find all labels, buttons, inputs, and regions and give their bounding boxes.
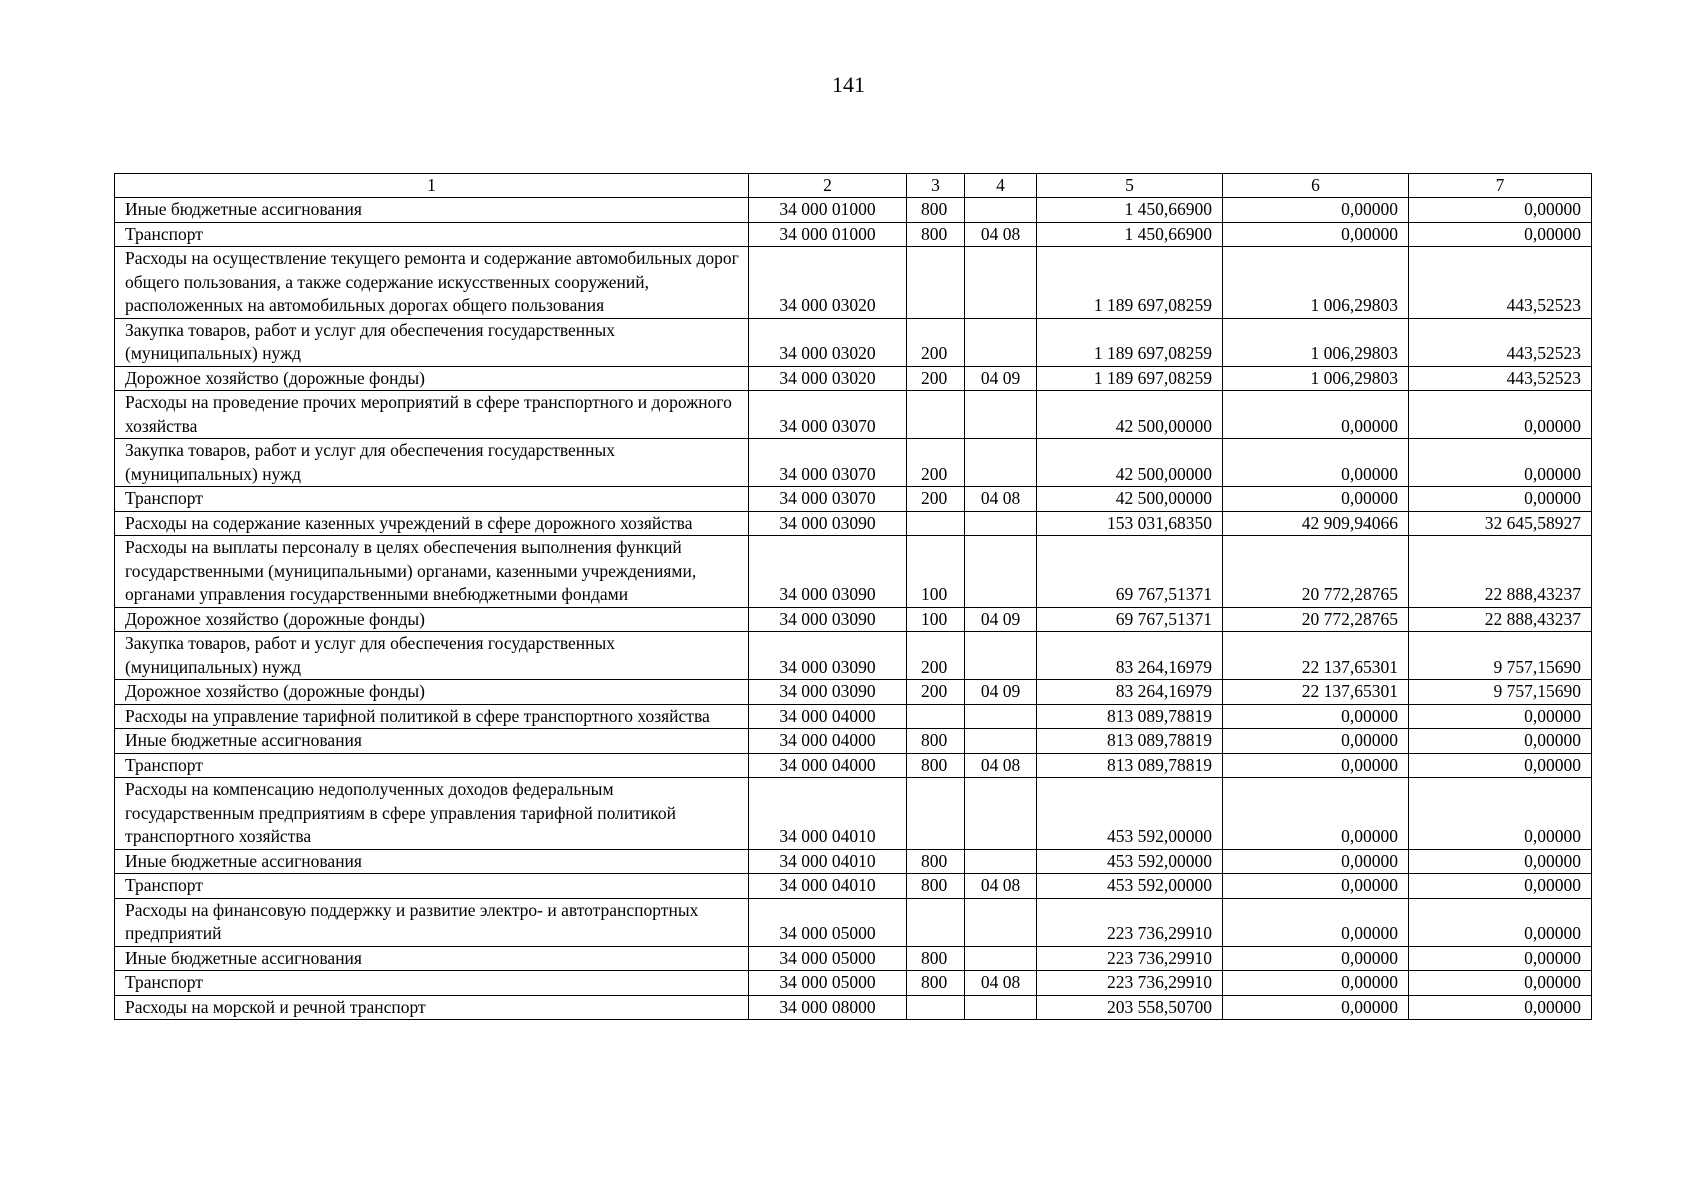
- row-target-code: 34 000 04000: [749, 704, 907, 729]
- row-amount-col7: 0,00000: [1409, 222, 1592, 247]
- row-expense-type: 800: [907, 753, 965, 778]
- row-amount-col6: 0,00000: [1223, 753, 1409, 778]
- table-row: [115, 946, 1592, 971]
- row-amount-col6: 0,00000: [1223, 778, 1409, 850]
- row-section-code: 04 09: [965, 680, 1037, 705]
- row-amount-col6: 0,00000: [1223, 222, 1409, 247]
- row-amount-col5: 203 558,50700: [1037, 995, 1223, 1020]
- row-section-code: 04 09: [965, 366, 1037, 391]
- table-row: [115, 391, 1592, 439]
- row-amount-col6: 20 772,28765: [1223, 607, 1409, 632]
- row-description: Закупка товаров, работ и услуг для обеспечения государственных (муниципальных) нужд: [115, 318, 749, 366]
- row-amount-col7: 32 645,58927: [1409, 511, 1592, 536]
- row-description: Дорожное хозяйство (дорожные фонды): [115, 366, 749, 391]
- table-row: [115, 607, 1592, 632]
- row-target-code: 34 000 04010: [749, 874, 907, 899]
- row-target-code: 34 000 05000: [749, 898, 907, 946]
- row-expense-type: 800: [907, 729, 965, 754]
- row-target-code: 34 000 05000: [749, 971, 907, 996]
- row-target-code: 34 000 08000: [749, 995, 907, 1020]
- row-expense-type: 800: [907, 222, 965, 247]
- row-expense-type: 100: [907, 607, 965, 632]
- row-amount-col5: 223 736,29910: [1037, 898, 1223, 946]
- row-target-code: 34 000 03020: [749, 318, 907, 366]
- row-amount-col7: 9 757,15690: [1409, 632, 1592, 680]
- row-section-code: [965, 778, 1037, 850]
- row-section-code: 04 08: [965, 222, 1037, 247]
- column-header: 7: [1409, 174, 1592, 198]
- row-amount-col6: 0,00000: [1223, 898, 1409, 946]
- row-amount-col6: 1 006,29803: [1223, 318, 1409, 366]
- row-section-code: [965, 704, 1037, 729]
- row-amount-col7: 0,00000: [1409, 729, 1592, 754]
- row-amount-col6: 0,00000: [1223, 704, 1409, 729]
- row-amount-col7: 0,00000: [1409, 971, 1592, 996]
- row-description: Расходы на осуществление текущего ремонта и содержание автомобильных дорог общего пользования, а также содержание искусственных сооружений, расположенных на автомобильных дорогах общего пользования: [115, 247, 749, 319]
- row-amount-col5: 453 592,00000: [1037, 778, 1223, 850]
- page-number: 141: [832, 72, 865, 97]
- row-description: Иные бюджетные ассигнования: [115, 946, 749, 971]
- table-row: [115, 198, 1592, 223]
- row-description: Транспорт: [115, 874, 749, 899]
- column-header: 3: [907, 174, 965, 198]
- row-description: Расходы на выплаты персоналу в целях обеспечения выполнения функций государственными (муниципальными) органами, казенными учреждениями, органами управления государственными внебюджетными фондами: [115, 536, 749, 608]
- row-section-code: 04 08: [965, 874, 1037, 899]
- row-section-code: [965, 391, 1037, 439]
- row-expense-type: 100: [907, 536, 965, 608]
- column-header: 5: [1037, 174, 1223, 198]
- row-description: Иные бюджетные ассигнования: [115, 729, 749, 754]
- row-amount-col5: 1 189 697,08259: [1037, 366, 1223, 391]
- row-expense-type: 200: [907, 632, 965, 680]
- row-amount-col7: 0,00000: [1409, 704, 1592, 729]
- row-section-code: 04 09: [965, 607, 1037, 632]
- row-target-code: 34 000 01000: [749, 222, 907, 247]
- table-row: [115, 753, 1592, 778]
- row-amount-col6: 0,00000: [1223, 849, 1409, 874]
- row-target-code: 34 000 03070: [749, 391, 907, 439]
- row-amount-col5: 83 264,16979: [1037, 632, 1223, 680]
- row-amount-col7: 0,00000: [1409, 874, 1592, 899]
- row-amount-col6: 0,00000: [1223, 391, 1409, 439]
- table-row: [115, 971, 1592, 996]
- row-target-code: 34 000 03090: [749, 607, 907, 632]
- table-row: [115, 995, 1592, 1020]
- row-expense-type: 200: [907, 439, 965, 487]
- row-description: Расходы на управление тарифной политикой в сфере транспортного хозяйства: [115, 704, 749, 729]
- table-row: [115, 511, 1592, 536]
- row-amount-col7: 0,00000: [1409, 898, 1592, 946]
- row-section-code: [965, 849, 1037, 874]
- row-amount-col7: 0,00000: [1409, 487, 1592, 512]
- row-section-code: [965, 729, 1037, 754]
- row-target-code: 34 000 03020: [749, 366, 907, 391]
- row-target-code: 34 000 01000: [749, 198, 907, 223]
- row-section-code: 04 08: [965, 487, 1037, 512]
- row-description: Расходы на проведение прочих мероприятий в сфере транспортного и дорожного хозяйства: [115, 391, 749, 439]
- row-expense-type: 800: [907, 198, 965, 223]
- row-amount-col5: 453 592,00000: [1037, 874, 1223, 899]
- table-body: [115, 198, 1592, 1020]
- row-description: Расходы на содержание казенных учреждений в сфере дорожного хозяйства: [115, 511, 749, 536]
- row-expense-type: 200: [907, 366, 965, 391]
- table-row: [115, 487, 1592, 512]
- table-row: [115, 247, 1592, 319]
- row-target-code: 34 000 04010: [749, 849, 907, 874]
- row-target-code: 34 000 03090: [749, 632, 907, 680]
- row-section-code: [965, 536, 1037, 608]
- row-amount-col7: 0,00000: [1409, 995, 1592, 1020]
- row-target-code: 34 000 04000: [749, 753, 907, 778]
- row-amount-col5: 1 189 697,08259: [1037, 247, 1223, 319]
- table-row: [115, 849, 1592, 874]
- column-header: 4: [965, 174, 1037, 198]
- column-header: 6: [1223, 174, 1409, 198]
- row-amount-col6: 0,00000: [1223, 995, 1409, 1020]
- table-row: [115, 778, 1592, 850]
- row-expense-type: [907, 995, 965, 1020]
- row-expense-type: [907, 778, 965, 850]
- row-amount-col6: 22 137,65301: [1223, 680, 1409, 705]
- row-section-code: [965, 995, 1037, 1020]
- table-row: [115, 874, 1592, 899]
- row-section-code: [965, 247, 1037, 319]
- row-amount-col5: 813 089,78819: [1037, 704, 1223, 729]
- row-amount-col6: 0,00000: [1223, 439, 1409, 487]
- row-amount-col7: 22 888,43237: [1409, 536, 1592, 608]
- row-expense-type: [907, 391, 965, 439]
- row-expense-type: 200: [907, 487, 965, 512]
- row-description: Транспорт: [115, 753, 749, 778]
- row-section-code: 04 08: [965, 971, 1037, 996]
- row-amount-col5: 223 736,29910: [1037, 971, 1223, 996]
- row-description: Закупка товаров, работ и услуг для обеспечения государственных (муниципальных) нужд: [115, 632, 749, 680]
- row-target-code: 34 000 04000: [749, 729, 907, 754]
- row-section-code: [965, 439, 1037, 487]
- row-description: Расходы на финансовую поддержку и развитие электро- и автотранспортных предприятий: [115, 898, 749, 946]
- table-row: [115, 222, 1592, 247]
- row-section-code: [965, 198, 1037, 223]
- row-description: Расходы на морской и речной транспорт: [115, 995, 749, 1020]
- row-section-code: [965, 632, 1037, 680]
- row-amount-col5: 69 767,51371: [1037, 536, 1223, 608]
- table-row: [115, 632, 1592, 680]
- row-amount-col6: 0,00000: [1223, 198, 1409, 223]
- row-description: Транспорт: [115, 222, 749, 247]
- table-row: [115, 729, 1592, 754]
- row-expense-type: 800: [907, 849, 965, 874]
- row-amount-col6: 0,00000: [1223, 729, 1409, 754]
- row-amount-col7: 443,52523: [1409, 247, 1592, 319]
- row-section-code: 04 08: [965, 753, 1037, 778]
- row-amount-col5: 1 450,66900: [1037, 198, 1223, 223]
- row-amount-col7: 0,00000: [1409, 849, 1592, 874]
- row-description: Иные бюджетные ассигнования: [115, 198, 749, 223]
- row-target-code: 34 000 03090: [749, 680, 907, 705]
- row-amount-col5: 69 767,51371: [1037, 607, 1223, 632]
- row-expense-type: 200: [907, 318, 965, 366]
- table-row: [115, 898, 1592, 946]
- row-target-code: 34 000 03090: [749, 511, 907, 536]
- row-amount-col5: 42 500,00000: [1037, 439, 1223, 487]
- row-target-code: 34 000 03090: [749, 536, 907, 608]
- row-target-code: 34 000 03070: [749, 487, 907, 512]
- row-amount-col5: 223 736,29910: [1037, 946, 1223, 971]
- row-amount-col7: 0,00000: [1409, 753, 1592, 778]
- row-description: Расходы на компенсацию недополученных доходов федеральным государственным предприятиям в сфере управления тарифной политикой транспортного хозяйства: [115, 778, 749, 850]
- row-section-code: [965, 511, 1037, 536]
- header-row: [115, 174, 1592, 198]
- row-expense-type: 800: [907, 946, 965, 971]
- table-row: [115, 366, 1592, 391]
- table-row: [115, 318, 1592, 366]
- row-amount-col7: 22 888,43237: [1409, 607, 1592, 632]
- row-amount-col6: 0,00000: [1223, 874, 1409, 899]
- row-description: Дорожное хозяйство (дорожные фонды): [115, 680, 749, 705]
- table-row: [115, 536, 1592, 608]
- row-amount-col5: 42 500,00000: [1037, 487, 1223, 512]
- row-amount-col6: 0,00000: [1223, 946, 1409, 971]
- row-description: Иные бюджетные ассигнования: [115, 849, 749, 874]
- row-expense-type: 800: [907, 971, 965, 996]
- row-description: Транспорт: [115, 487, 749, 512]
- row-amount-col7: 443,52523: [1409, 366, 1592, 391]
- row-description: Закупка товаров, работ и услуг для обеспечения государственных (муниципальных) нужд: [115, 439, 749, 487]
- row-amount-col5: 83 264,16979: [1037, 680, 1223, 705]
- row-amount-col5: 1 450,66900: [1037, 222, 1223, 247]
- row-amount-col6: 42 909,94066: [1223, 511, 1409, 536]
- row-amount-col6: 22 137,65301: [1223, 632, 1409, 680]
- row-expense-type: [907, 898, 965, 946]
- table-row: [115, 680, 1592, 705]
- row-description: Транспорт: [115, 971, 749, 996]
- column-header: 2: [749, 174, 907, 198]
- row-amount-col5: 813 089,78819: [1037, 753, 1223, 778]
- row-target-code: 34 000 05000: [749, 946, 907, 971]
- row-amount-col6: 0,00000: [1223, 971, 1409, 996]
- row-expense-type: [907, 704, 965, 729]
- row-amount-col7: 0,00000: [1409, 391, 1592, 439]
- row-target-code: 34 000 03020: [749, 247, 907, 319]
- row-amount-col7: 0,00000: [1409, 198, 1592, 223]
- row-amount-col6: 20 772,28765: [1223, 536, 1409, 608]
- column-header: 1: [115, 174, 749, 198]
- row-amount-col5: 42 500,00000: [1037, 391, 1223, 439]
- row-amount-col7: 0,00000: [1409, 439, 1592, 487]
- row-amount-col7: 443,52523: [1409, 318, 1592, 366]
- table-row: [115, 704, 1592, 729]
- row-amount-col7: 0,00000: [1409, 778, 1592, 850]
- row-expense-type: 800: [907, 874, 965, 899]
- row-amount-col7: 9 757,15690: [1409, 680, 1592, 705]
- row-expense-type: 200: [907, 680, 965, 705]
- row-expense-type: [907, 247, 965, 319]
- row-amount-col6: 1 006,29803: [1223, 247, 1409, 319]
- row-amount-col5: 1 189 697,08259: [1037, 318, 1223, 366]
- row-section-code: [965, 898, 1037, 946]
- row-amount-col5: 153 031,68350: [1037, 511, 1223, 536]
- row-section-code: [965, 946, 1037, 971]
- row-description: Дорожное хозяйство (дорожные фонды): [115, 607, 749, 632]
- row-expense-type: [907, 511, 965, 536]
- row-section-code: [965, 318, 1037, 366]
- row-amount-col6: 0,00000: [1223, 487, 1409, 512]
- row-target-code: 34 000 04010: [749, 778, 907, 850]
- row-amount-col5: 813 089,78819: [1037, 729, 1223, 754]
- row-amount-col6: 1 006,29803: [1223, 366, 1409, 391]
- row-amount-col5: 453 592,00000: [1037, 849, 1223, 874]
- budget-table: [114, 173, 1592, 1020]
- row-target-code: 34 000 03070: [749, 439, 907, 487]
- row-amount-col7: 0,00000: [1409, 946, 1592, 971]
- table-row: [115, 439, 1592, 487]
